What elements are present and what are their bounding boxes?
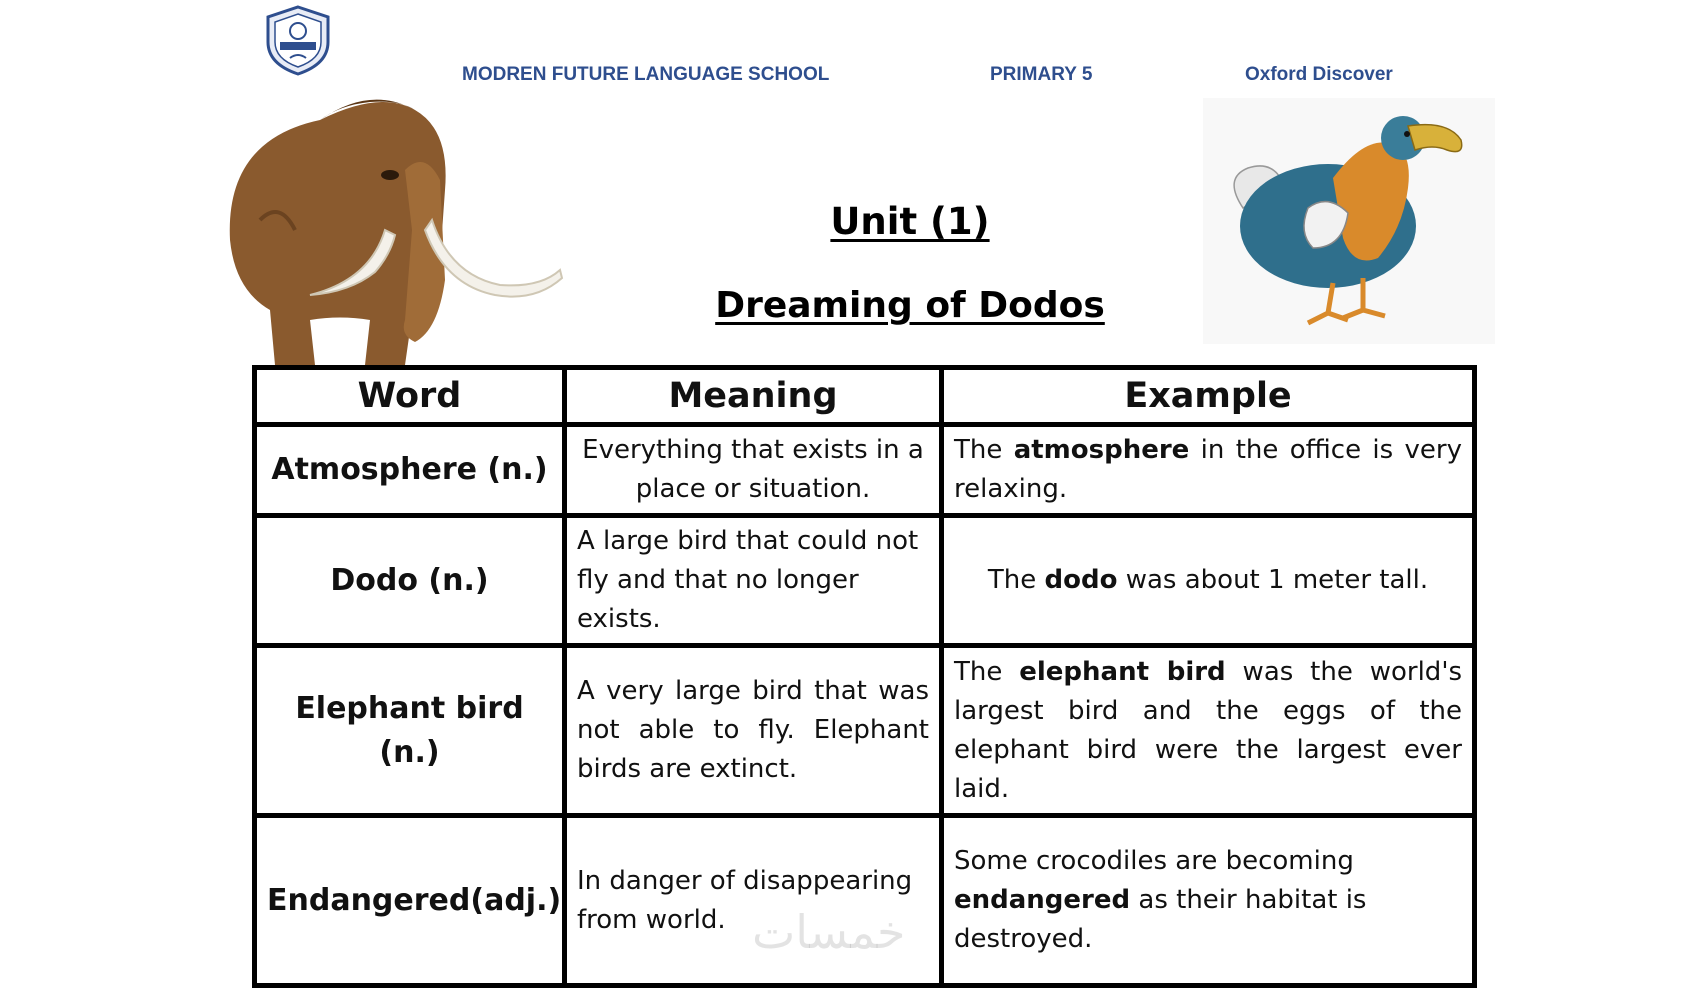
- word-cell: Dodo (n.): [255, 516, 565, 646]
- example-text: was the world's largest bird and the eggs of the elephant bird were the largest ever laid.: [954, 656, 1463, 804]
- meaning-cell: Everything that exists in a place or situation.: [565, 425, 942, 516]
- example-text: The: [954, 656, 1020, 687]
- example-keyword: endangered: [954, 885, 1131, 915]
- table-row: [255, 816, 1475, 986]
- example-cell: [942, 816, 1475, 986]
- example-text: The: [987, 565, 1045, 595]
- example-cell: [942, 425, 1475, 516]
- example-cell: [942, 646, 1475, 816]
- vocabulary-table: [252, 365, 1477, 988]
- example-text: Some crocodiles are becoming: [954, 846, 1354, 876]
- example-cell: [942, 516, 1475, 646]
- table-row: [255, 425, 1475, 516]
- table-header-row: [255, 368, 1475, 425]
- school-name: MODREN FUTURE LANGUAGE SCHOOL: [462, 64, 830, 85]
- lesson-title: Dreaming of Dodos: [715, 285, 1105, 326]
- example-keyword: elephant bird: [1019, 656, 1226, 687]
- watermark: خمسات: [752, 905, 906, 959]
- table-row: [255, 646, 1475, 816]
- column-header-word: Word: [255, 368, 565, 425]
- word-cell: Atmosphere (n.): [255, 425, 565, 516]
- word-cell: Elephant bird (n.): [255, 646, 565, 816]
- example-keyword: dodo: [1044, 565, 1118, 595]
- word-cell: Endangered(adj.): [255, 816, 565, 986]
- mammoth-illustration: [200, 80, 570, 370]
- example-text: The: [954, 435, 1014, 465]
- unit-title: Unit (1): [830, 200, 990, 243]
- book-name: Oxford Discover: [1245, 64, 1393, 85]
- grade-label: PRIMARY 5: [990, 64, 1093, 85]
- column-header-example: Example: [942, 368, 1475, 425]
- dodo-illustration: [1203, 98, 1495, 344]
- example-text: as their habitat is destroyed.: [954, 885, 1367, 954]
- example-text: in the office is very relaxing.: [954, 435, 1462, 504]
- column-header-meaning: Meaning: [565, 368, 942, 425]
- example-keyword: atmosphere: [1013, 435, 1190, 465]
- meaning-cell: A very large bird that was not able to fly. Elephant birds are extinct.: [565, 646, 942, 816]
- example-text: was about 1 meter tall.: [1117, 565, 1429, 595]
- table-row: [255, 516, 1475, 646]
- school-logo: [262, 4, 334, 76]
- meaning-cell: A large bird that could not fly and that no longer exists.: [565, 516, 942, 646]
- meaning-cell: In danger of disappearing from world.: [565, 816, 942, 986]
